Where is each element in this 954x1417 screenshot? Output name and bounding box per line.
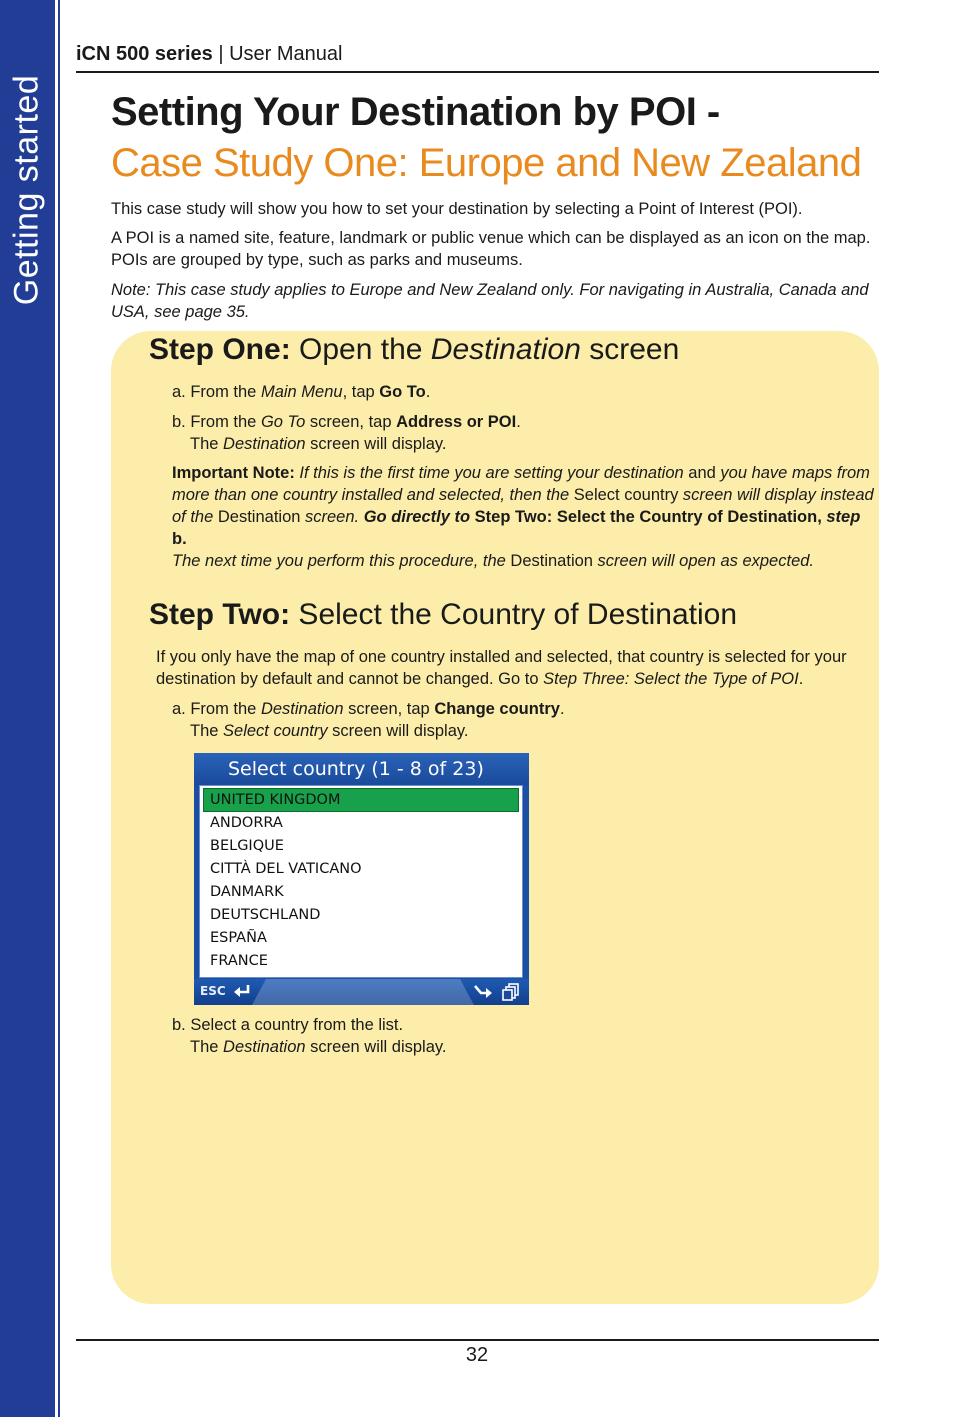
country-item[interactable]: DANMARK <box>210 884 284 900</box>
device-toolbar <box>194 979 529 1005</box>
step-one-b: b. From the Go To screen, tap Address or POI. <box>172 413 521 431</box>
footer-rule <box>76 1339 879 1341</box>
step-one-a: a. From the Main Menu, tap Go To. <box>172 383 431 401</box>
device-screen-title: Select country (1 - 8 of 23) <box>194 753 529 785</box>
country-item[interactable]: UNITED KINGDOM <box>204 789 518 811</box>
country-list <box>199 785 523 978</box>
region-note: Note: This case study applies to Europe and New Zealand only. For navigating in Australia, Canada and USA, see page 35. <box>111 281 869 321</box>
toolbar-highlight <box>252 979 474 1005</box>
running-header <box>76 43 342 66</box>
country-item[interactable]: FRANCE <box>210 953 268 969</box>
sidebar-divider <box>58 0 60 1417</box>
header-series: iCN 500 series <box>76 43 213 65</box>
esc-button[interactable]: ESC <box>200 984 226 998</box>
select-country-screenshot <box>194 753 529 1005</box>
step-two-a-result: The Select country screen will display. <box>190 722 469 740</box>
step-two-heading: Step Two: Select the Country of Destination <box>149 598 738 631</box>
page-number: 32 <box>465 1344 489 1366</box>
section-tab-label: Getting started <box>7 74 46 306</box>
country-item[interactable]: BELGIQUE <box>210 838 284 854</box>
step-one-heading: Step One: Open the Destination screen <box>149 333 680 366</box>
page-subtitle: Case Study One: Europe and New Zealand <box>111 141 862 185</box>
country-item[interactable]: DEUTSCHLAND <box>210 907 321 923</box>
sidebar-band <box>0 0 55 1417</box>
important-note: Important Note: If this is the first time you are setting your destination and you have maps from more than one country installed and selected, then the Select country screen will display instead of the Destination screen. Go directly to Step Two: Select the Country of Destination, step b. The next time you perform this procedure, the Destination screen will open as expected. <box>172 464 874 570</box>
country-item[interactable]: ANDORRA <box>210 815 283 831</box>
step-two-a: a. From the Destination screen, tap Change country. <box>172 700 565 718</box>
multi-page-icon[interactable] <box>502 982 520 1002</box>
header-separator: | <box>212 43 230 65</box>
step-one-b-result: The Destination screen will display. <box>190 435 447 453</box>
country-item[interactable]: ESPAÑA <box>210 930 267 946</box>
step-two-intro: If you only have the map of one country installed and selected, that country is selected for your destination by default and cannot be changed. Go to Step Three: Select the Type of POI. <box>156 648 847 688</box>
page-title: Setting Your Destination by POI - <box>111 90 720 134</box>
header-rule <box>76 71 879 73</box>
next-arrow-icon[interactable] <box>472 982 494 1002</box>
step-two-b-result: The Destination screen will display. <box>190 1038 447 1056</box>
step-two-b: b. Select a country from the list. <box>172 1016 404 1034</box>
poi-definition: A POI is a named site, feature, landmark or public venue which can be displayed as an icon on the map. POIs are grouped by type, such as parks and museums. <box>111 229 871 269</box>
enter-return-arrow-icon[interactable] <box>232 982 252 1002</box>
intro-paragraph: This case study will show you how to set your destination by selecting a Point of Interest (POI). <box>111 200 803 218</box>
header-manual: User Manual <box>229 43 343 65</box>
country-item[interactable]: CITTÀ DEL VATICANO <box>210 861 362 877</box>
